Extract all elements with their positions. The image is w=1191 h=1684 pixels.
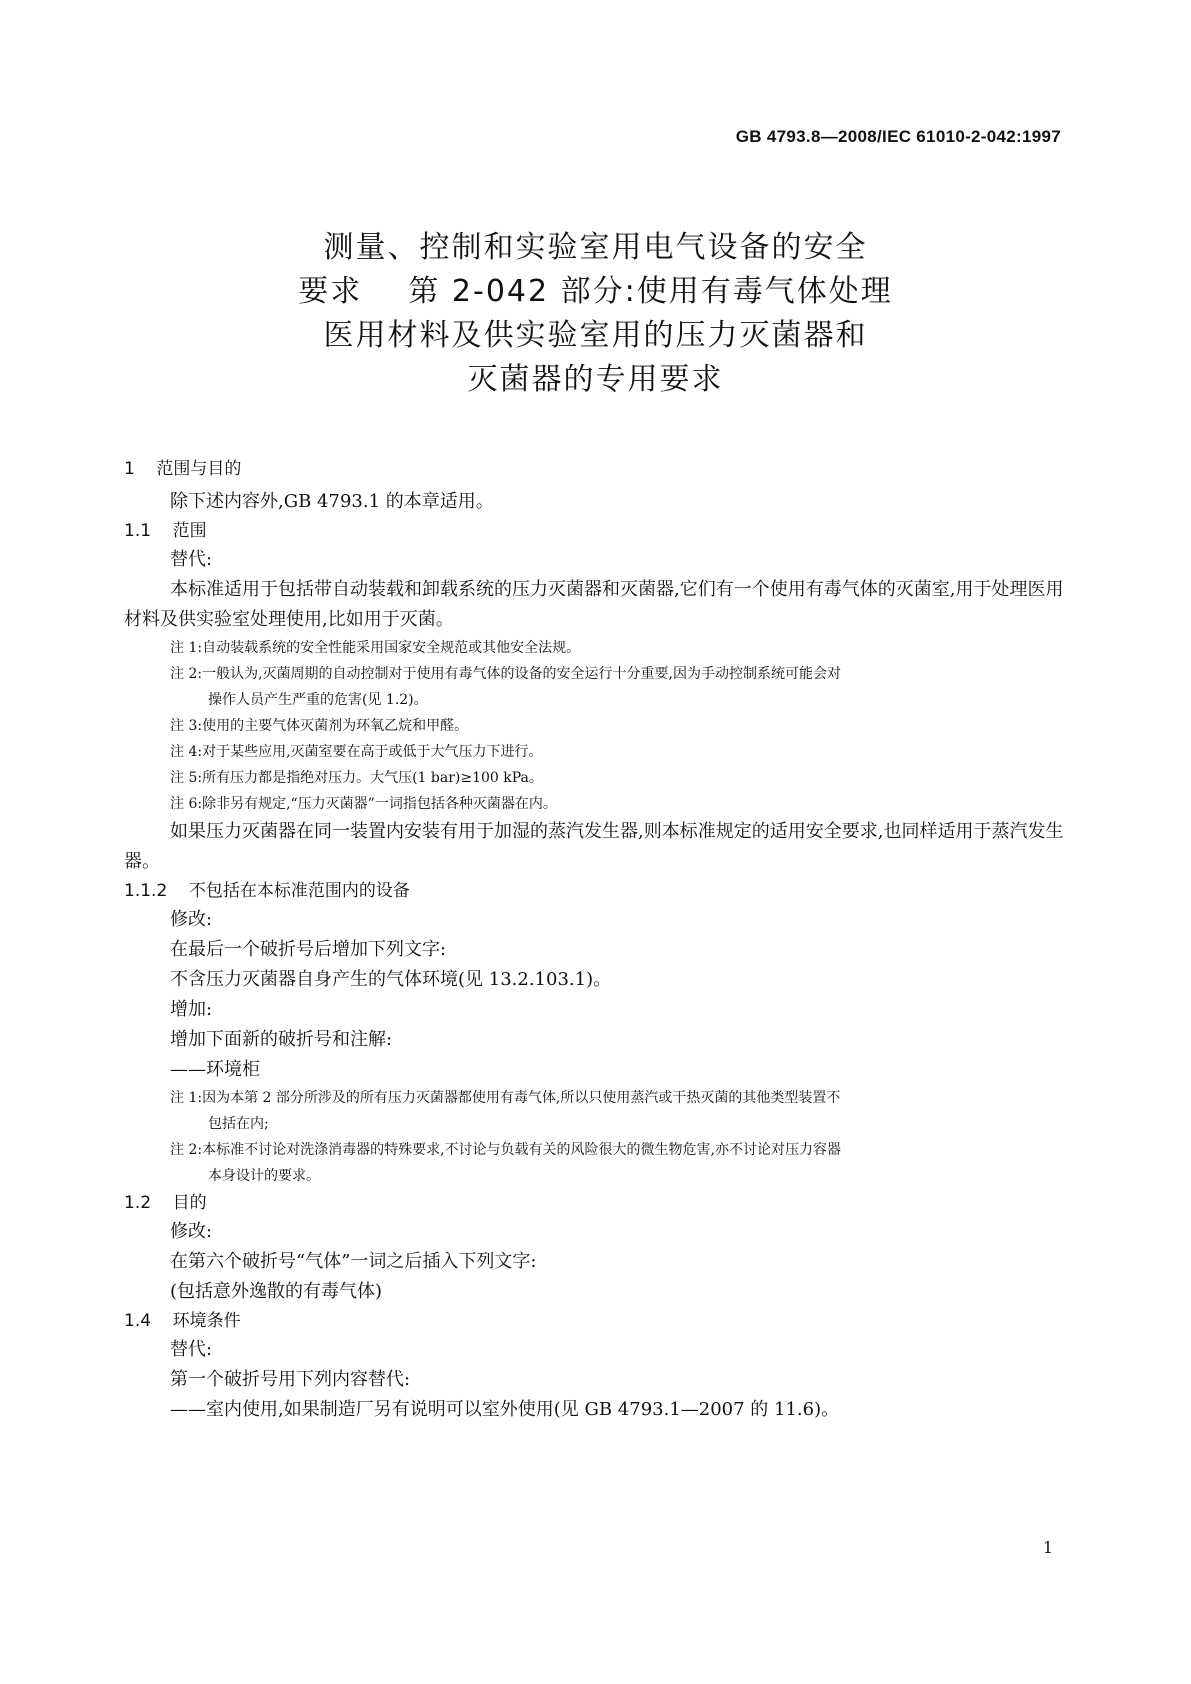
dash-item: ——环境柜 xyxy=(170,1059,260,1080)
section-1-1-heading: 1.1 范围 xyxy=(124,521,207,541)
dash-item: ——室内使用,如果制造厂另有说明可以室外使用(见 GB 4793.1—2007 的 11.6)。 xyxy=(170,1399,840,1420)
paragraph: 增加下面新的破折号和注解: xyxy=(170,1029,393,1050)
note: 注 6:除非另有规定,“压力灭菌器”一词指包括各种灭菌器在内。 xyxy=(170,796,557,812)
note-continuation: 本身设计的要求。 xyxy=(208,1168,320,1184)
section-1-2-heading: 1.2 目的 xyxy=(124,1193,207,1213)
title-line: 要求 第 2-042 部分:使用有毒气体处理 xyxy=(298,274,893,309)
section-1-1-2-heading: 1.1.2 不包括在本标准范围内的设备 xyxy=(124,881,410,901)
title-line: 测量、控制和实验室用电气设备的安全 xyxy=(323,230,868,265)
replace-label: 替代: xyxy=(170,1339,213,1360)
paragraph: 第一个破折号用下列内容替代: xyxy=(170,1369,411,1390)
title-line: 灭菌器的专用要求 xyxy=(467,362,724,397)
note: 注 4:对于某些应用,灭菌室要在高于或低于大气压力下进行。 xyxy=(170,744,543,760)
note-continuation: 包括在内; xyxy=(208,1116,269,1132)
note: 注 1:自动装载系统的安全性能采用国家安全规范或其他安全法规。 xyxy=(170,640,581,656)
note xyxy=(124,1137,1064,1189)
paragraph: 在第六个破折号“气体”一词之后插入下列文字: xyxy=(170,1251,537,1272)
note xyxy=(124,1085,1064,1137)
replace-label: 替代: xyxy=(170,549,213,570)
add-label: 增加: xyxy=(170,999,213,1020)
note-text: 注 1:因为本第 2 部分所涉及的所有压力灭菌器都使用有毒气体,所以只使用蒸汽或干热灭菌的其他类型装置不 xyxy=(170,1090,841,1106)
section-1-text: 除下述内容外,GB 4793.1 的本章适用。 xyxy=(170,491,494,512)
page-number: 1 xyxy=(1042,1538,1053,1557)
note-text: 注 2:一般认为,灭菌周期的自动控制对于使用有毒气体的设备的安全运行十分重要,因为手动控制系统可能会对 xyxy=(170,666,841,682)
paragraph: (包括意外逸散的有毒气体) xyxy=(170,1281,383,1302)
paragraph: 不含压力灭菌器自身产生的气体环境(见 13.2.103.1)。 xyxy=(170,969,612,990)
document-body xyxy=(124,455,1064,1425)
modify-label: 修改: xyxy=(170,1221,213,1242)
note: 注 3:使用的主要气体灭菌剂为环氧乙烷和甲醛。 xyxy=(170,718,469,734)
title-line: 医用材料及供实验室用的压力灭菌器和 xyxy=(323,318,868,353)
note-text: 注 2:本标准不讨论对洗涤消毒器的特殊要求,不讨论与负载有关的风险很大的微生物危害,亦不讨论对压力容器 xyxy=(170,1142,841,1158)
section-1-heading: 1 范围与目的 xyxy=(124,459,242,479)
standard-number: GB 4793.8—2008/IEC 61010-2-042:1997 xyxy=(735,127,1061,146)
modify-label: 修改: xyxy=(170,909,213,930)
steam-generator-paragraph: 如果压力灭菌器在同一装置内安装有用于加湿的蒸汽发生器,则本标准规定的适用安全要求,也同样适用于蒸汽发生器。 xyxy=(124,821,1064,872)
note-continuation: 操作人员产生严重的危害(见 1.2)。 xyxy=(208,692,428,708)
section-1-4-heading: 1.4 环境条件 xyxy=(124,1311,241,1331)
note xyxy=(124,661,1064,713)
document-title xyxy=(0,226,1191,402)
scope-paragraph: 本标准适用于包括带自动装载和卸载系统的压力灭菌器和灭菌器,它们有一个使用有毒气体的灭菌室,用于处理医用材料及供实验室处理使用,比如用于灭菌。 xyxy=(124,579,1064,630)
note: 注 5:所有压力都是指绝对压力。大气压(1 bar)≥100 kPa。 xyxy=(170,770,543,786)
paragraph: 在最后一个破折号后增加下列文字: xyxy=(170,939,447,960)
